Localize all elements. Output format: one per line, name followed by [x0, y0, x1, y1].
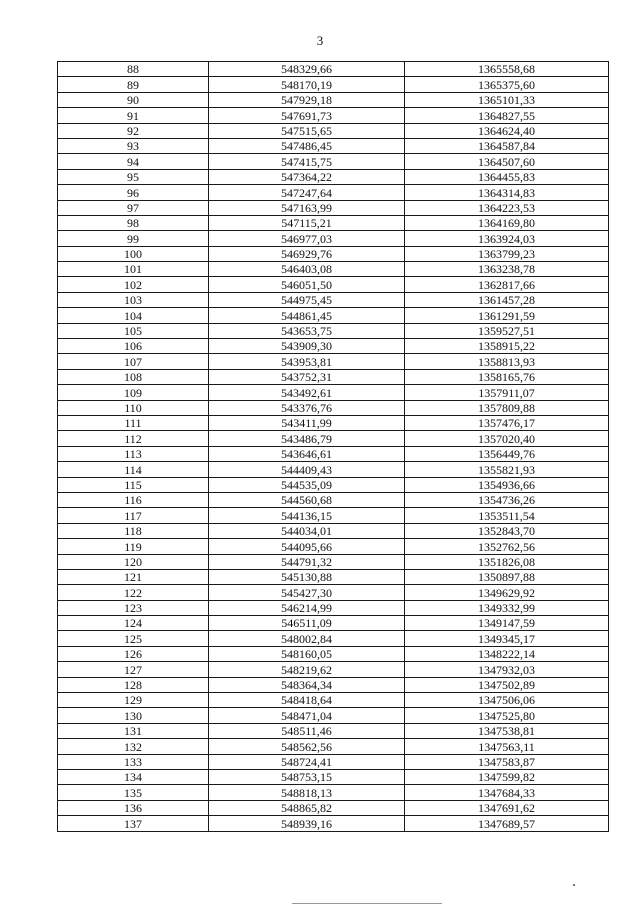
x-coordinate-cell: 544535,09 [209, 477, 405, 492]
point-number-cell: 112 [58, 431, 209, 446]
x-coordinate-cell: 543646,61 [209, 446, 405, 461]
point-number-cell: 126 [58, 646, 209, 661]
y-coordinate-cell: 1347525,80 [405, 708, 609, 723]
point-number-cell: 129 [58, 693, 209, 708]
point-number-cell: 131 [58, 723, 209, 738]
y-coordinate-cell: 1362817,66 [405, 277, 609, 292]
point-number-cell: 97 [58, 200, 209, 215]
x-coordinate-cell: 548865,82 [209, 800, 405, 815]
point-number-cell: 99 [58, 231, 209, 246]
y-coordinate-cell: 1356449,76 [405, 446, 609, 461]
y-coordinate-cell: 1357020,40 [405, 431, 609, 446]
y-coordinate-cell: 1364314,83 [405, 185, 609, 200]
x-coordinate-cell: 547163,99 [209, 200, 405, 215]
table-row [58, 169, 609, 184]
y-coordinate-cell: 1364587,84 [405, 138, 609, 153]
x-coordinate-cell: 543411,99 [209, 415, 405, 430]
table-row [58, 62, 609, 77]
y-coordinate-cell: 1347563,11 [405, 739, 609, 754]
y-coordinate-cell: 1355821,93 [405, 462, 609, 477]
table-row [58, 508, 609, 523]
table-row [58, 154, 609, 169]
table-row [58, 492, 609, 507]
y-coordinate-cell: 1349345,17 [405, 631, 609, 646]
point-number-cell: 91 [58, 108, 209, 123]
y-coordinate-cell: 1358165,76 [405, 369, 609, 384]
table-row [58, 631, 609, 646]
x-coordinate-cell: 548724,41 [209, 754, 405, 769]
y-coordinate-cell: 1357809,88 [405, 400, 609, 415]
y-coordinate-cell: 1365375,60 [405, 77, 609, 92]
point-number-cell: 133 [58, 754, 209, 769]
table-row [58, 92, 609, 107]
point-number-cell: 114 [58, 462, 209, 477]
x-coordinate-cell: 543492,61 [209, 385, 405, 400]
x-coordinate-cell: 548471,04 [209, 708, 405, 723]
table-row [58, 185, 609, 200]
x-coordinate-cell: 547247,64 [209, 185, 405, 200]
x-coordinate-cell: 545130,88 [209, 569, 405, 584]
x-coordinate-cell: 546051,50 [209, 277, 405, 292]
x-coordinate-cell: 543376,76 [209, 400, 405, 415]
table-row [58, 477, 609, 492]
x-coordinate-cell: 548753,15 [209, 769, 405, 784]
point-number-cell: 102 [58, 277, 209, 292]
point-number-cell: 117 [58, 508, 209, 523]
y-coordinate-cell: 1364624,40 [405, 123, 609, 138]
y-coordinate-cell: 1347583,87 [405, 754, 609, 769]
x-coordinate-cell: 547364,22 [209, 169, 405, 184]
point-number-cell: 94 [58, 154, 209, 169]
point-number-cell: 100 [58, 246, 209, 261]
point-number-cell: 136 [58, 800, 209, 815]
y-coordinate-cell: 1352843,70 [405, 523, 609, 538]
y-coordinate-cell: 1349629,92 [405, 585, 609, 600]
table-row [58, 739, 609, 754]
y-coordinate-cell: 1363924,03 [405, 231, 609, 246]
table-row [58, 415, 609, 430]
point-number-cell: 118 [58, 523, 209, 538]
point-number-cell: 89 [58, 77, 209, 92]
table-row [58, 138, 609, 153]
y-coordinate-cell: 1365101,33 [405, 92, 609, 107]
x-coordinate-cell: 543486,79 [209, 431, 405, 446]
x-coordinate-cell: 546977,03 [209, 231, 405, 246]
point-number-cell: 88 [58, 62, 209, 77]
point-number-cell: 110 [58, 400, 209, 415]
point-number-cell: 113 [58, 446, 209, 461]
point-number-cell: 111 [58, 415, 209, 430]
point-number-cell: 124 [58, 616, 209, 631]
x-coordinate-cell: 547486,45 [209, 138, 405, 153]
point-number-cell: 121 [58, 569, 209, 584]
table-row [58, 277, 609, 292]
x-coordinate-cell: 546403,08 [209, 262, 405, 277]
y-coordinate-cell: 1353511,54 [405, 508, 609, 523]
table-row [58, 800, 609, 815]
point-number-cell: 128 [58, 677, 209, 692]
footer-rule [292, 903, 442, 904]
coordinates-table-body [58, 62, 609, 832]
point-number-cell: 92 [58, 123, 209, 138]
point-number-cell: 137 [58, 816, 209, 831]
x-coordinate-cell: 543909,30 [209, 339, 405, 354]
x-coordinate-cell: 548170,19 [209, 77, 405, 92]
table-row [58, 246, 609, 261]
y-coordinate-cell: 1350897,88 [405, 569, 609, 584]
x-coordinate-cell: 544560,68 [209, 492, 405, 507]
point-number-cell: 103 [58, 292, 209, 307]
point-number-cell: 105 [58, 323, 209, 338]
y-coordinate-cell: 1352762,56 [405, 539, 609, 554]
coordinates-table [57, 61, 609, 832]
point-number-cell: 130 [58, 708, 209, 723]
x-coordinate-cell: 547515,65 [209, 123, 405, 138]
x-coordinate-cell: 544791,32 [209, 554, 405, 569]
table-row [58, 400, 609, 415]
point-number-cell: 123 [58, 600, 209, 615]
table-row [58, 200, 609, 215]
table-row [58, 446, 609, 461]
y-coordinate-cell: 1357911,07 [405, 385, 609, 400]
coordinates-table-container [57, 61, 608, 832]
point-number-cell: 134 [58, 769, 209, 784]
x-coordinate-cell: 545427,30 [209, 585, 405, 600]
y-coordinate-cell: 1354936,66 [405, 477, 609, 492]
point-number-cell: 120 [58, 554, 209, 569]
table-row [58, 554, 609, 569]
point-number-cell: 109 [58, 385, 209, 400]
y-coordinate-cell: 1361457,28 [405, 292, 609, 307]
x-coordinate-cell: 548364,34 [209, 677, 405, 692]
table-row [58, 354, 609, 369]
x-coordinate-cell: 544409,43 [209, 462, 405, 477]
point-number-cell: 93 [58, 138, 209, 153]
y-coordinate-cell: 1364507,60 [405, 154, 609, 169]
table-row [58, 292, 609, 307]
y-coordinate-cell: 1363238,78 [405, 262, 609, 277]
table-row [58, 123, 609, 138]
table-row [58, 523, 609, 538]
x-coordinate-cell: 548002,84 [209, 631, 405, 646]
x-coordinate-cell: 546511,09 [209, 616, 405, 631]
y-coordinate-cell: 1358915,22 [405, 339, 609, 354]
footer-dot-mark [573, 884, 575, 886]
point-number-cell: 90 [58, 92, 209, 107]
table-row [58, 431, 609, 446]
x-coordinate-cell: 543752,31 [209, 369, 405, 384]
y-coordinate-cell: 1351826,08 [405, 554, 609, 569]
x-coordinate-cell: 543653,75 [209, 323, 405, 338]
x-coordinate-cell: 546214,99 [209, 600, 405, 615]
x-coordinate-cell: 548511,46 [209, 723, 405, 738]
table-row [58, 385, 609, 400]
point-number-cell: 95 [58, 169, 209, 184]
y-coordinate-cell: 1347506,06 [405, 693, 609, 708]
y-coordinate-cell: 1359527,51 [405, 323, 609, 338]
table-row [58, 723, 609, 738]
table-row [58, 108, 609, 123]
y-coordinate-cell: 1361291,59 [405, 308, 609, 323]
x-coordinate-cell: 548562,56 [209, 739, 405, 754]
y-coordinate-cell: 1347691,62 [405, 800, 609, 815]
point-number-cell: 119 [58, 539, 209, 554]
table-row [58, 769, 609, 784]
point-number-cell: 122 [58, 585, 209, 600]
table-row [58, 77, 609, 92]
y-coordinate-cell: 1347599,82 [405, 769, 609, 784]
table-row [58, 600, 609, 615]
x-coordinate-cell: 544034,01 [209, 523, 405, 538]
x-coordinate-cell: 548939,16 [209, 816, 405, 831]
point-number-cell: 96 [58, 185, 209, 200]
x-coordinate-cell: 547929,18 [209, 92, 405, 107]
x-coordinate-cell: 548160,05 [209, 646, 405, 661]
y-coordinate-cell: 1364223,53 [405, 200, 609, 215]
point-number-cell: 115 [58, 477, 209, 492]
table-row [58, 693, 609, 708]
point-number-cell: 125 [58, 631, 209, 646]
y-coordinate-cell: 1358813,93 [405, 354, 609, 369]
table-row [58, 677, 609, 692]
table-row [58, 215, 609, 230]
table-row [58, 708, 609, 723]
x-coordinate-cell: 548418,64 [209, 693, 405, 708]
table-row [58, 646, 609, 661]
y-coordinate-cell: 1364827,55 [405, 108, 609, 123]
point-number-cell: 107 [58, 354, 209, 369]
point-number-cell: 127 [58, 662, 209, 677]
y-coordinate-cell: 1347684,33 [405, 785, 609, 800]
y-coordinate-cell: 1348222,14 [405, 646, 609, 661]
table-row [58, 339, 609, 354]
y-coordinate-cell: 1349332,99 [405, 600, 609, 615]
x-coordinate-cell: 548219,62 [209, 662, 405, 677]
point-number-cell: 98 [58, 215, 209, 230]
table-row [58, 662, 609, 677]
x-coordinate-cell: 544136,15 [209, 508, 405, 523]
y-coordinate-cell: 1347538,81 [405, 723, 609, 738]
table-row [58, 816, 609, 831]
y-coordinate-cell: 1354736,26 [405, 492, 609, 507]
table-row [58, 369, 609, 384]
table-row [58, 585, 609, 600]
x-coordinate-cell: 546929,76 [209, 246, 405, 261]
table-row [58, 785, 609, 800]
point-number-cell: 135 [58, 785, 209, 800]
table-row [58, 616, 609, 631]
point-number-cell: 108 [58, 369, 209, 384]
y-coordinate-cell: 1363799,23 [405, 246, 609, 261]
table-row [58, 262, 609, 277]
y-coordinate-cell: 1364169,80 [405, 215, 609, 230]
table-row [58, 539, 609, 554]
x-coordinate-cell: 548329,66 [209, 62, 405, 77]
point-number-cell: 132 [58, 739, 209, 754]
y-coordinate-cell: 1347689,57 [405, 816, 609, 831]
y-coordinate-cell: 1364455,83 [405, 169, 609, 184]
table-row [58, 569, 609, 584]
page-number: 3 [316, 33, 324, 48]
table-row [58, 231, 609, 246]
point-number-cell: 106 [58, 339, 209, 354]
y-coordinate-cell: 1357476,17 [405, 415, 609, 430]
point-number-cell: 116 [58, 492, 209, 507]
x-coordinate-cell: 547691,73 [209, 108, 405, 123]
x-coordinate-cell: 547415,75 [209, 154, 405, 169]
table-row [58, 323, 609, 338]
x-coordinate-cell: 547115,21 [209, 215, 405, 230]
y-coordinate-cell: 1365558,68 [405, 62, 609, 77]
table-row [58, 754, 609, 769]
x-coordinate-cell: 548818,13 [209, 785, 405, 800]
point-number-cell: 101 [58, 262, 209, 277]
table-row [58, 462, 609, 477]
x-coordinate-cell: 544095,66 [209, 539, 405, 554]
y-coordinate-cell: 1349147,59 [405, 616, 609, 631]
x-coordinate-cell: 543953,81 [209, 354, 405, 369]
x-coordinate-cell: 544861,45 [209, 308, 405, 323]
point-number-cell: 104 [58, 308, 209, 323]
x-coordinate-cell: 544975,45 [209, 292, 405, 307]
y-coordinate-cell: 1347932,03 [405, 662, 609, 677]
table-row [58, 308, 609, 323]
y-coordinate-cell: 1347502,89 [405, 677, 609, 692]
